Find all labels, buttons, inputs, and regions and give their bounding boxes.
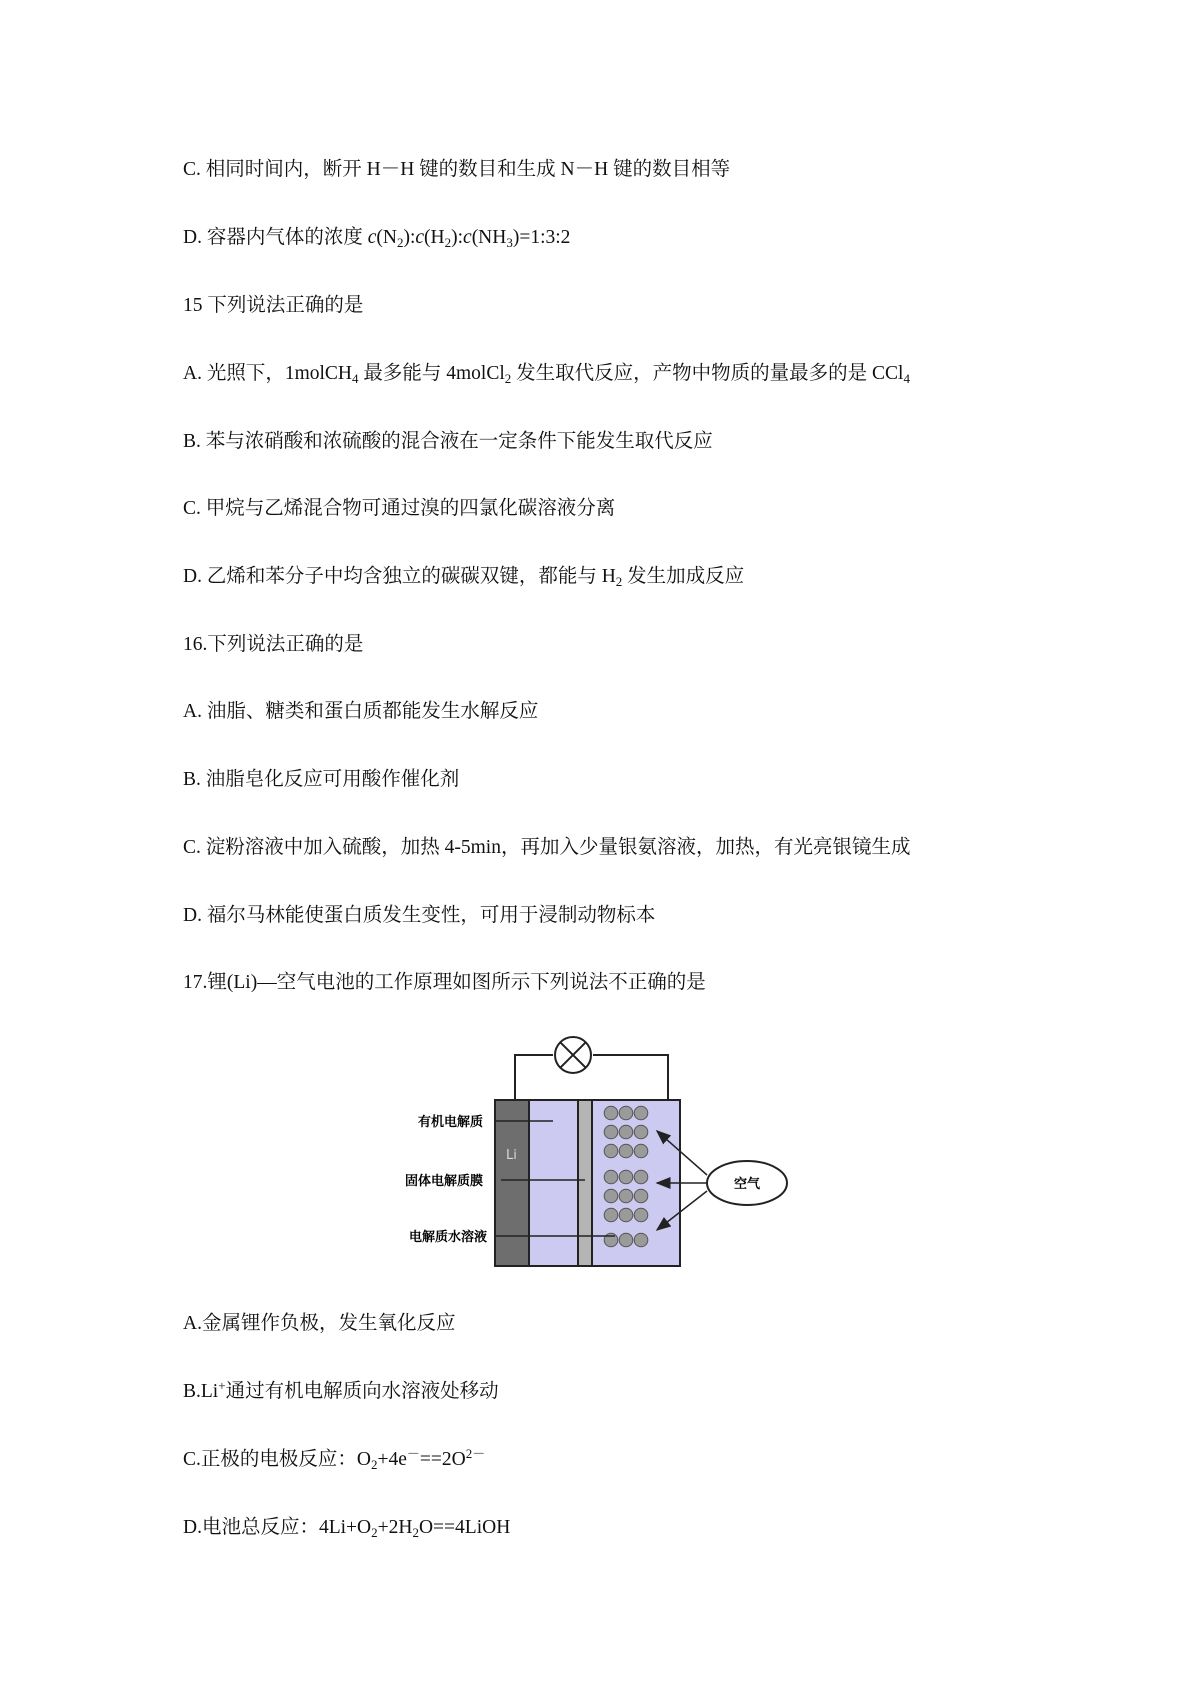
electrode-particle <box>619 1233 633 1247</box>
electrode-particle <box>604 1208 618 1222</box>
q14-option-c <box>183 158 730 182</box>
electrode-particle <box>634 1233 648 1247</box>
q14-option-c-text: C. 相同时间内，断开 H－H 键的数目和生成 N－H 键的数目相等 <box>183 159 731 180</box>
electrode-particle <box>604 1170 618 1184</box>
q17-option-d: D.电池总反应：$4Li+O_2+2H_2O==4LiOH$ <box>183 1517 511 1540</box>
q16-option-a: A. 油脂、糖类和蛋白质都能发生水解反应 <box>183 701 539 722</box>
q15-option-d: D. 乙烯和苯分子中均含独立的碳碳双键，都能与 $H_2$ 发生加成反应 <box>183 566 745 589</box>
lithium-label: Li <box>506 1148 517 1163</box>
electrode-particle <box>619 1170 633 1184</box>
electrode-particle <box>634 1170 648 1184</box>
label-air: 空气 <box>734 1177 761 1192</box>
q17-option-b: B.Li+通过有机电解质向水溶液处移动 <box>183 1378 499 1402</box>
q17-stem: 17.锂(Li)—空气电池的工作原理如图所示下列说法不正确的是 <box>183 972 706 993</box>
electrode-particle <box>634 1189 648 1203</box>
q14-option-d: D. 容器内气体的浓度 $c(N_2):c(H_2):c(NH_3)=1:3:2$ <box>183 227 571 250</box>
electrode-particle <box>604 1125 618 1139</box>
q16-stem: 16.下列说法正确的是 <box>183 634 364 655</box>
electrode-particle <box>619 1144 633 1158</box>
q15-option-c: C. 甲烷与乙烯混合物可通过溴的四氯化碳溶液分离 <box>183 498 616 519</box>
electrode-particle <box>619 1125 633 1139</box>
electrode-particle <box>604 1189 618 1203</box>
label-aqueous-electrolyte: 电解质水溶液 <box>409 1230 488 1245</box>
q16-option-c: C. 淀粉溶液中加入硫酸，加热 4-5min，再加入少量银氨溶液，加热，有光亮银镜生成 <box>183 837 911 858</box>
circuit-wire <box>515 1055 668 1100</box>
electrode-particle <box>604 1106 618 1120</box>
electrode-particle <box>619 1106 633 1120</box>
electrode-particle <box>634 1125 648 1139</box>
q16-option-b: B. 油脂皂化反应可用酸作催化剂 <box>183 769 460 790</box>
electrode-particle <box>634 1208 648 1222</box>
li-air-battery-diagram <box>385 1035 825 1280</box>
q15-stem: 15 下列说法正确的是 <box>183 295 364 316</box>
electrode-particle <box>634 1106 648 1120</box>
lamp-icon <box>555 1037 591 1073</box>
electrode-particle <box>604 1233 618 1247</box>
q17-option-a: A.金属锂作负极，发生氧化反应 <box>183 1313 456 1334</box>
electrode-particle <box>604 1144 618 1158</box>
q14-option-d-text: D. 容器内气体的浓度 <box>183 227 368 248</box>
electrode-particle <box>619 1189 633 1203</box>
lithium-electrode <box>495 1100 529 1266</box>
electrode-particle <box>619 1208 633 1222</box>
q15-option-a: A. 光照下，1molCH$_4$ 最多能与 4molCl$_2$ 发生取代反应，产物中物质的量最多的是 CCl$_4$ <box>183 363 910 386</box>
label-solid-membrane: 固体电解质膜 <box>405 1174 484 1189</box>
electrode-particle <box>634 1144 648 1158</box>
label-organic-electrolyte: 有机电解质 <box>418 1115 484 1130</box>
q15-option-b: B. 苯与浓硝酸和浓硫酸的混合液在一定条件下能发生取代反应 <box>183 431 713 452</box>
q16-option-d: D. 福尔马林能使蛋白质发生变性，可用于浸制动物标本 <box>183 905 656 926</box>
solid-electrolyte-membrane <box>578 1100 592 1266</box>
q17-option-c: C.正极的电极反应：$O_2+4e^-==2O^{2-}$ <box>183 1446 486 1472</box>
